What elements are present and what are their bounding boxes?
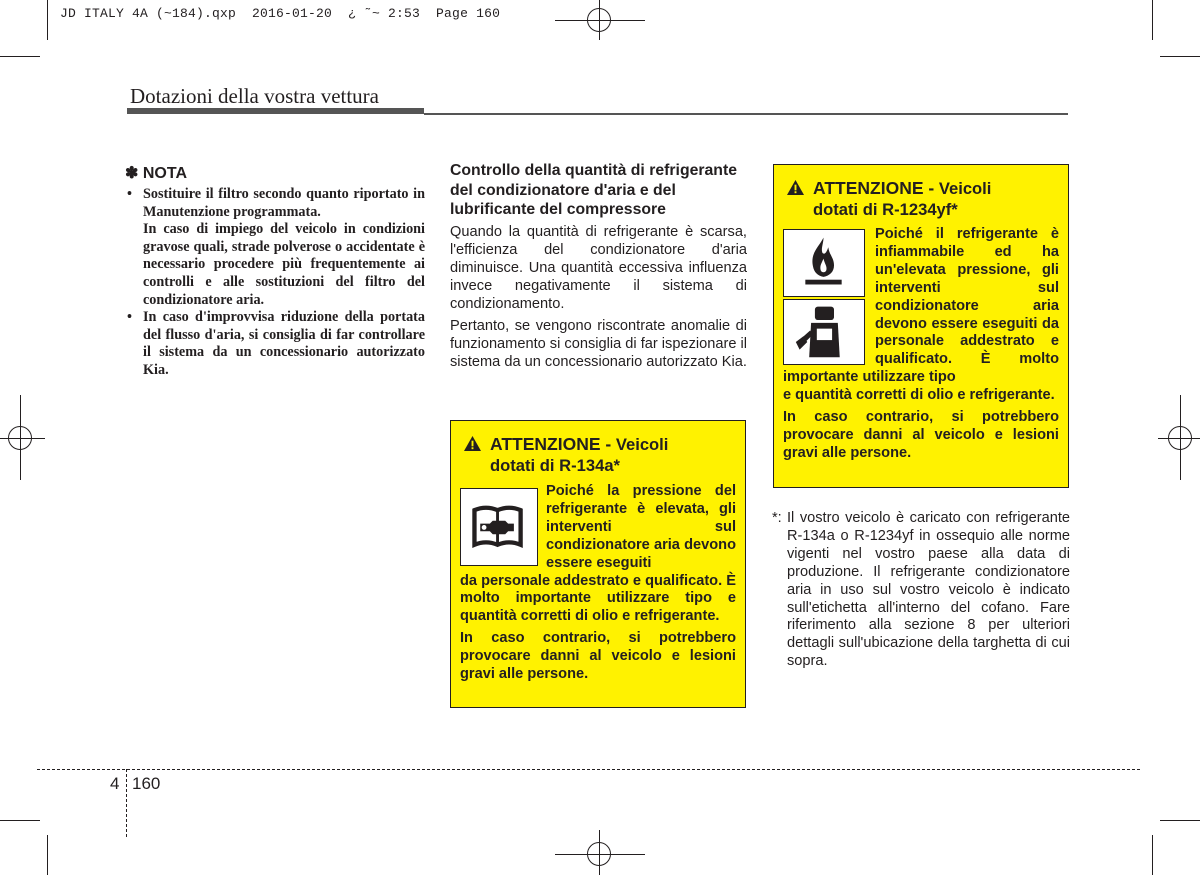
section-paragraph: Pertanto, se vengono riscontrate anomalie di funzionamento si consiglia di far ispezionare il sistema da un concessionario autorizzato Kia.	[450, 317, 747, 370]
warning-box-r1234yf	[773, 164, 1069, 488]
warning-title-line2: dotati di R-1234yf*	[813, 200, 958, 219]
refrigerant-section	[450, 161, 747, 371]
nota-list	[125, 186, 425, 380]
warning-triangle-icon	[463, 435, 482, 452]
section-heading: Controllo della quantità di refrigerante del condizionatore d'aria e del lubrificante del compressore	[450, 162, 738, 218]
page-header-title: Dotazioni della vostra vettura	[130, 84, 379, 108]
nota-item	[125, 309, 425, 379]
footnote-mark: *:	[772, 510, 782, 526]
footnote-text: Il vostro veicolo è caricato con refrigerante R-134a o R-1234yf in ossequio alle norme vigenti nel vostro paese alla data di produzione. Il refrigerante condizionatore aria in uso sul vostro veicolo è indicato sull'etichetta all'interno del cofano. Fare riferimento alla sezione 8 per ulteriori dettagli sull'ubicazione della targhetta di cui sopra.	[787, 510, 1070, 670]
warning-text: Poiché la pressione del refrigerante è elevata, gli interventi sul condizionatore aria devono essere eseguiti	[546, 483, 736, 571]
warning-text: e quantità corretti di olio e refrigerante.	[783, 387, 1055, 404]
warning-icons	[783, 229, 869, 365]
warning-title: ATTENZIONE - Veicoli	[783, 178, 1059, 199]
warning-text: In caso contrario, si potrebbero provocare danni al veicolo e lesioni gravi alle persone.	[460, 630, 736, 683]
warning-box-r134a	[450, 420, 746, 708]
page-chapter: 4	[110, 774, 120, 793]
nota-section	[125, 163, 425, 380]
nota-title: ✽ NOTA	[125, 165, 187, 182]
warning-text: In caso contrario, si potrebbero provocare danni al veicolo e lesioni gravi alle persone.	[783, 409, 1059, 461]
warning-triangle-icon	[786, 179, 805, 196]
footer-divider	[126, 769, 127, 837]
warning-title: ATTENZIONE - Veicoli	[460, 434, 736, 455]
nota-paragraph: • In caso d'improvvisa riduzione della portata del flusso d'aria, si consiglia di far controllare il sistema da un concessionario autorizzato Kia.	[143, 309, 425, 378]
warning-text: Poiché il refrigerante è infiammabile ed ha un'elevata pressione, gli interventi sul condizionatore aria devono essere eseguiti da personale addestrato e qualificato. È molto importante utilizzare tipo	[783, 226, 1059, 386]
header-rule	[127, 108, 424, 114]
footnote	[772, 510, 1070, 671]
nota-item	[125, 186, 425, 309]
print-slug: JD ITALY 4A (~184).qxp 2016-01-20 ¿ ˜~ 2:53 Page 160	[60, 6, 501, 21]
section-paragraph: Quando la quantità di refrigerante è scarsa, l'efficienza del condizionatore d'aria diminuisce. Una quantità eccessiva influenza invece negativamente il sistema di condizionamento.	[450, 223, 747, 312]
nota-paragraph: In caso di impiego del veicolo in condizioni gravose quali, strade polverose o accidentate è necessario procedere più frequentemente ai controlli e alle sostituzioni del filtro del condizionatore aria.	[143, 221, 425, 308]
manual-wrench-icon	[460, 488, 538, 566]
warning-text: da personale addestrato e qualificato. È molto importante utilizzare tipo e quantità corretti di olio e refrigerante.	[460, 572, 736, 625]
warning-title-line2: dotati di R-134a*	[490, 456, 621, 475]
flammable-icon	[783, 229, 865, 297]
nota-paragraph: • Sostituire il filtro secondo quanto riportato in Manutenzione programmata.	[143, 186, 425, 220]
footer-rule	[37, 769, 1140, 770]
header-rule-thin	[424, 113, 1068, 115]
technician-icon	[783, 299, 865, 365]
page-number: 160	[132, 774, 161, 793]
